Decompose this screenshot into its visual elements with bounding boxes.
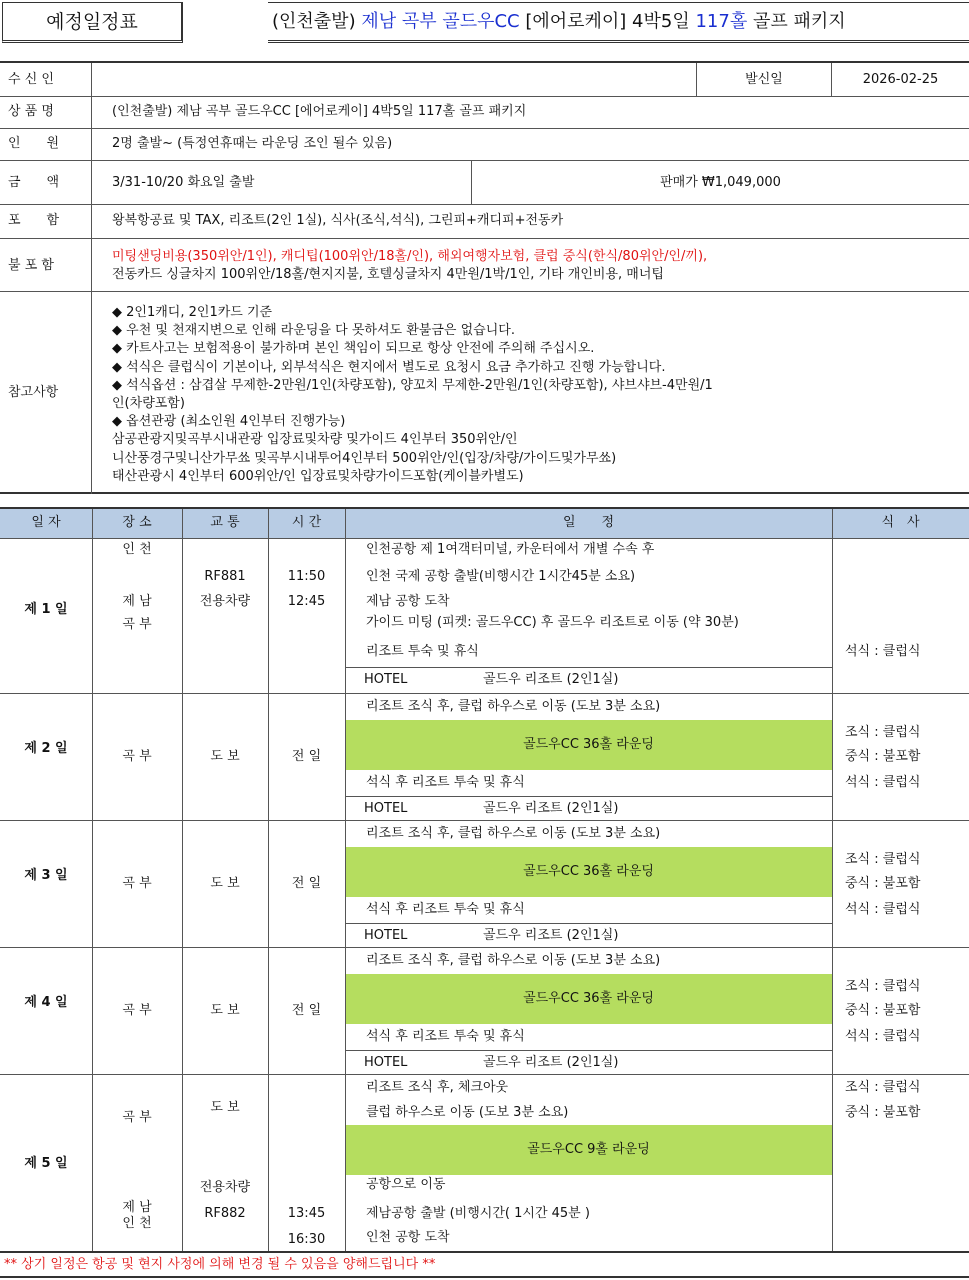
- place: 곡 부: [122, 1003, 152, 1018]
- note-item: ◆ 2인1캐디, 2인1카드 기준: [112, 305, 273, 320]
- notes-list: [112, 304, 713, 486]
- time: 전 일: [291, 749, 322, 764]
- time: 전 일: [291, 876, 322, 891]
- amount-period: 3/31-10/20 화요일 출발: [112, 175, 255, 190]
- itinerary-item: 석식 후 리조트 투숙 및 휴식: [366, 1029, 525, 1044]
- itinerary-item: 리조트 조식 후, 클럽 하우스로 이동 (도보 3분 소요): [366, 953, 661, 968]
- itinerary-item: 인천 공항 도착: [366, 1230, 450, 1245]
- meal: 석식 : 클럽식: [845, 902, 921, 917]
- product-label: 상 품 명: [8, 104, 54, 119]
- exclude-line-2: 전동카드 싱글차지 100위안/18홀/현지지불, 호텔싱글차지 4만원/1박/1인, 기타 개인비용, 매너팁: [112, 267, 664, 282]
- exclude-line-1: 미팅샌딩비용(350위안/1인), 캐디팁(100위안/18홀/인), 해외여행자보험, 클럽 중식(한식/80위안/인/끼),: [112, 249, 708, 264]
- itinerary-item: 리조트 조식 후, 클럽 하우스로 이동 (도보 3분 소요): [366, 699, 661, 714]
- hotel-name: 골드우 리조트 (2인1실): [483, 928, 619, 943]
- product-value: (인천출발) 제남 곡부 골드우CC [에어로케이] 4박5일 117홀 골프 패키지: [112, 104, 527, 119]
- meal: 조식 : 클럽식: [845, 725, 921, 740]
- sent-date-label: 발신일: [745, 72, 783, 87]
- title-part: 제남 곡부 골드우CC: [361, 11, 520, 32]
- place: 곡 부: [122, 876, 152, 891]
- place: 제 남: [122, 594, 152, 609]
- place: 곡 부: [122, 749, 152, 764]
- place: 인 천: [122, 1216, 152, 1231]
- itinerary-item: 제남 공항 도착: [366, 594, 450, 609]
- note-item: 니산풍경구및니산가무쑈 및곡부시내투어4인부터 500위안/인(입장/차량/가이드및가무쑈): [112, 450, 617, 466]
- title-part: [에어로케이] 4박5일: [519, 11, 696, 32]
- info-table: [0, 61, 969, 494]
- itinerary-item: 석식 후 리조트 투숙 및 휴식: [366, 902, 525, 917]
- golf-round: 골드우CC 9홀 라운딩: [527, 1142, 650, 1157]
- place: 곡 부: [122, 1110, 152, 1125]
- note-item: 인(차량포함): [112, 396, 185, 412]
- people-value: 2명 출발~ (특정연휴때는 라운딩 조인 될수 있음): [112, 136, 393, 151]
- recipient-label: 수 신 인: [8, 72, 54, 87]
- meal: 조식 : 클럽식: [845, 852, 921, 867]
- note-item: ◆ 석식은 클럽식이 기본이나, 외부석식은 현지에서 별도로 요청시 요금 추가하고 진행 가능합니다.: [112, 359, 666, 375]
- day-label: 제 5 일: [24, 1156, 68, 1171]
- place: 곡 부: [122, 617, 152, 632]
- page-title: [268, 2, 969, 43]
- title-part: (인천출발): [272, 11, 362, 32]
- flight-number: RF881: [204, 569, 246, 584]
- day-label: 제 2 일: [24, 741, 68, 756]
- golf-round: 골드우CC 36홀 라운딩: [523, 864, 654, 879]
- transport: 전용차량: [199, 594, 251, 609]
- time: 전 일: [291, 1003, 322, 1018]
- itinerary-item: 석식 후 리조트 투숙 및 휴식: [366, 775, 525, 790]
- col-header-meals: 식 사: [881, 515, 920, 530]
- time: 13:45: [287, 1206, 326, 1221]
- meal: 석식 : 클럽식: [845, 1029, 921, 1044]
- hotel-label: HOTEL: [364, 928, 408, 943]
- include-label: 포 함: [8, 213, 60, 228]
- note-item: 태산관광시 4인부터 600위안/인 입장료및차량가이드포함(케이블카별도): [112, 468, 524, 484]
- itinerary-item: 가이드 미팅 (피켓: 골드우CC) 후 골드우 리조트로 이동 (약 30분): [366, 615, 739, 630]
- time: 12:45: [287, 594, 326, 609]
- hotel-label: HOTEL: [364, 1055, 408, 1070]
- title-part: 117홀: [695, 11, 748, 32]
- meal: 석식 : 클럽식: [845, 775, 921, 790]
- hotel-name: 골드우 리조트 (2인1실): [483, 672, 619, 687]
- meal: 중식 : 불포함: [845, 1003, 921, 1018]
- note-item: ◆ 옵션관광 (최소인원 4인부터 진행가능): [112, 414, 346, 430]
- transport: 도 보: [210, 749, 240, 764]
- hotel-name: 골드우 리조트 (2인1실): [483, 1055, 619, 1070]
- golf-round: 골드우CC 36홀 라운딩: [523, 737, 654, 752]
- doc-type-box: [2, 2, 183, 43]
- itinerary-item: 제남공항 출발 (비행시간( 1시간 45분 ): [366, 1206, 590, 1221]
- day-label: 제 1 일: [24, 602, 68, 617]
- footer-notice: ** 상기 일정은 항공 및 현지 사정에 의해 변경 될 수 있음을 양해드립니다 **: [4, 1257, 436, 1272]
- note-item: ◆ 우천 및 천재지변으로 인해 라운딩을 다 못하셔도 환불금은 없습니다.: [112, 323, 515, 339]
- note-item: ◆ 카트사고는 보험적용이 불가하며 본인 책임이 되므로 항상 안전에 주의해 주십시오.: [112, 341, 595, 357]
- itinerary-item: 클럽 하우스로 이동 (도보 3분 소요): [366, 1105, 569, 1120]
- time: 16:30: [287, 1232, 326, 1247]
- flight-number: RF882: [204, 1206, 246, 1221]
- transport: 도 보: [210, 876, 240, 891]
- itinerary-item: 리조트 조식 후, 체크아웃: [366, 1080, 509, 1095]
- doc-type: 예정일정표: [46, 11, 138, 33]
- col-header-place: 장 소: [122, 515, 152, 530]
- sale-price: 판매가 ₩1,049,000: [660, 175, 781, 190]
- transport: 도 보: [210, 1100, 240, 1115]
- transport: 도 보: [210, 1003, 240, 1018]
- col-header-transport: 교 통: [210, 515, 240, 530]
- itinerary-item: 인천공항 제 1여객터미널, 카운터에서 개별 수속 후: [366, 542, 655, 557]
- golf-round: 골드우CC 36홀 라운딩: [523, 991, 654, 1006]
- col-header-date: 일 자: [31, 515, 61, 530]
- itinerary-item: 리조트 투숙 및 휴식: [366, 644, 479, 659]
- meal: 중식 : 불포함: [845, 876, 921, 891]
- notes-label: 참고사항: [8, 385, 59, 400]
- meal: 중식 : 불포함: [845, 1105, 921, 1120]
- note-item: ◆ 석식옵션 : 삼겹살 무제한-2만원/1인(차량포함), 양꼬치 무제한-2만원/1인(차량포함), 샤브샤브-4만원/1: [112, 377, 713, 393]
- exclude-label: 불 포 함: [8, 258, 54, 273]
- place: 인 천: [122, 542, 152, 557]
- include-value: 왕복항공료 및 TAX, 리조트(2인 1실), 식사(조식,석식), 그린피+캐디피+전동카: [112, 213, 564, 228]
- people-label: 인 원: [8, 136, 60, 151]
- col-header-time: 시 간: [291, 515, 322, 530]
- hotel-label: HOTEL: [364, 801, 408, 816]
- itinerary-item: 리조트 조식 후, 클럽 하우스로 이동 (도보 3분 소요): [366, 826, 661, 841]
- meal: 중식 : 불포함: [845, 749, 921, 764]
- meal: 석식 : 클럽식: [845, 644, 921, 659]
- meal: 조식 : 클럽식: [845, 979, 921, 994]
- transport: 전용차량: [199, 1180, 251, 1195]
- title-part: 골프 패키지: [747, 11, 846, 32]
- meal: 조식 : 클럽식: [845, 1080, 921, 1095]
- itinerary-item: 인천 국제 공항 출발(비행시간 1시간45분 소요): [366, 569, 636, 584]
- sent-date: 2026-02-25: [862, 72, 939, 87]
- note-item: 삼공관광지및곡부시내관광 입장료및차량 및가이드 4인부터 350위안/인: [112, 432, 518, 448]
- place: 제 남: [122, 1200, 152, 1215]
- day-label: 제 4 일: [24, 995, 68, 1010]
- hotel-name: 골드우 리조트 (2인1실): [483, 801, 619, 816]
- hotel-label: HOTEL: [364, 672, 408, 687]
- day-label: 제 3 일: [24, 868, 68, 883]
- time: 11:50: [287, 569, 326, 584]
- col-header-itinerary: 일 정: [562, 515, 615, 530]
- amount-label: 금 액: [8, 175, 60, 190]
- itinerary-item: 공항으로 이동: [366, 1177, 446, 1192]
